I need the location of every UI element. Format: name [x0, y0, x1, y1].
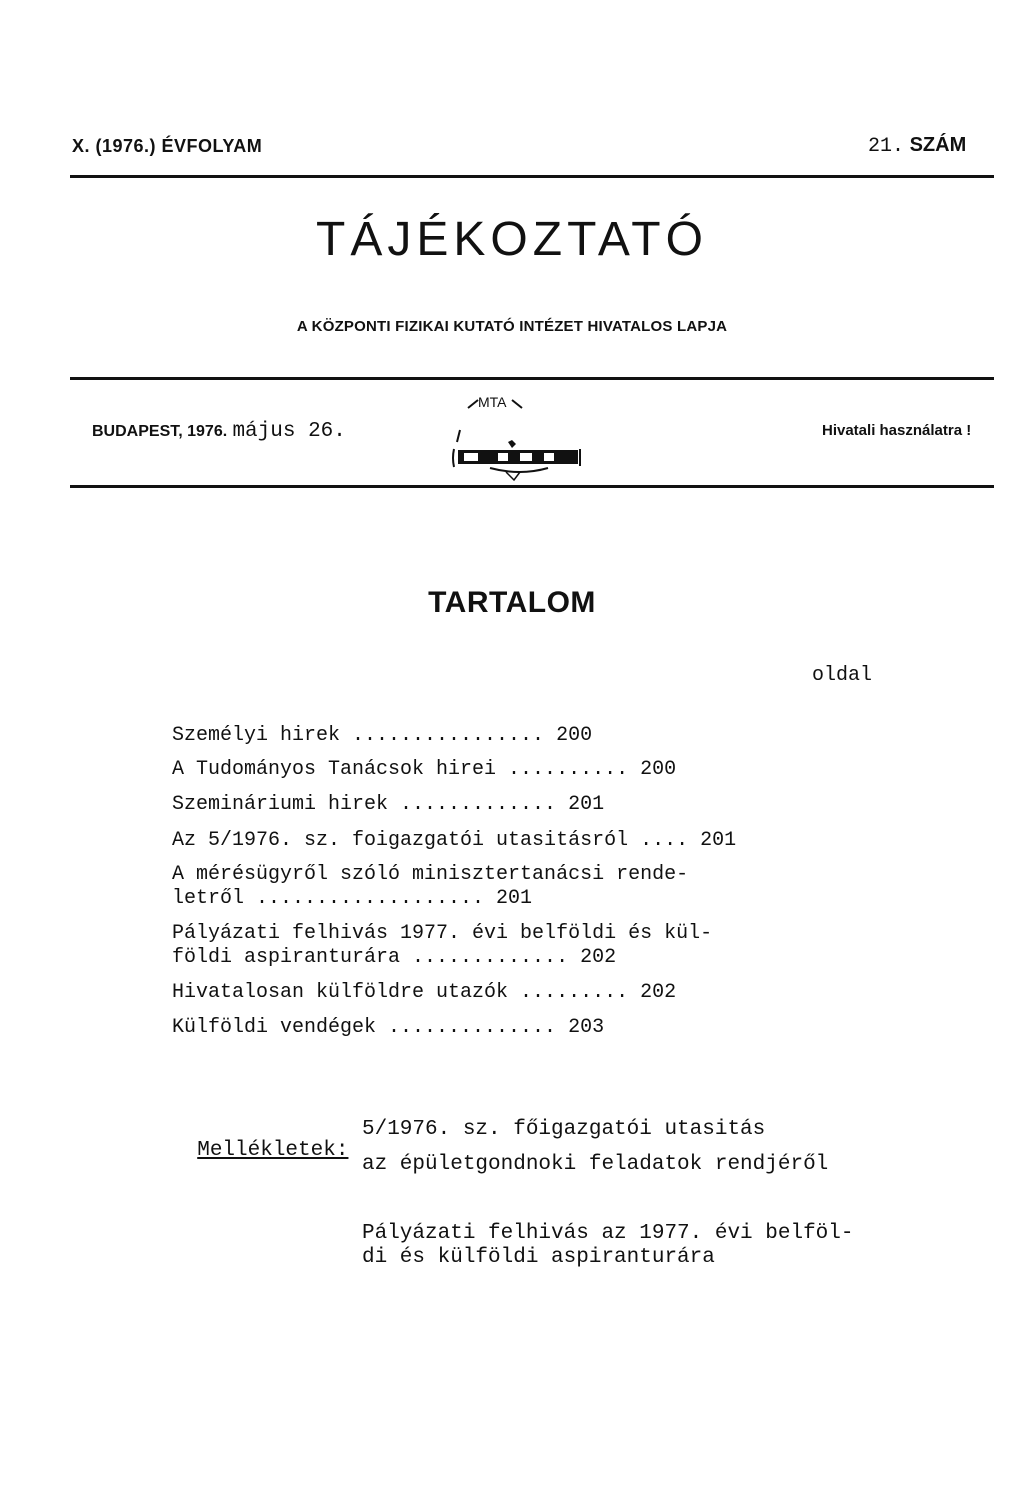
toc-item-official-travellers: Hivatalosan külföldre utazók ......... 202 — [172, 981, 677, 1004]
header-rule-middle — [70, 377, 994, 380]
attachment-item-2-line1: Pályázati felhivás az 1977. évi belföl- — [362, 1222, 854, 1245]
mta-stamp — [440, 394, 590, 490]
issue-date: május 26. — [232, 420, 346, 443]
stamp-text: MTA — [478, 394, 507, 410]
toc-item-foreign-guests: Külföldi vendégek .............. 203 — [172, 1016, 605, 1039]
publication-subtitle: A KÖZPONTI FIZIKAI KUTATÓ INTÉZET HIVATALOS LAPJA — [296, 318, 728, 335]
publication-title: TÁJÉKOZTATÓ — [316, 213, 708, 266]
place-label: BUDAPEST, 1976. — [92, 423, 228, 440]
issue-number-value: 21. — [868, 135, 905, 158]
issue-label: SZÁM — [909, 134, 967, 156]
volume-label: X. (1976.) ÉVFOLYAM — [72, 136, 263, 156]
stamp-logo-icon — [440, 394, 590, 490]
header-rule-bottom — [70, 485, 994, 488]
toc-item-call-for-applications-line2: földi aspiranturára ............. 202 — [172, 946, 617, 969]
attachment-item-2-line2: di és külföldi aspiranturára — [362, 1246, 715, 1269]
place-and-date — [92, 420, 346, 443]
header-rule-top — [70, 175, 994, 178]
attachments-section — [172, 1116, 348, 1162]
issue-number — [868, 134, 966, 158]
toc-item-call-for-applications-line1: Pályázati felhivás 1977. évi belföldi és kül- — [172, 922, 713, 945]
toc-item-scientific-councils: A Tudományos Tanácsok hirei .......... 200 — [172, 758, 677, 781]
toc-item-directive: Az 5/1976. sz. foigazgatói utasitásról .... 201 — [172, 829, 737, 852]
page-column-label: oldal — [812, 664, 873, 687]
toc-item-measurement-decree-line2: letről ................... 201 — [172, 887, 533, 910]
attachments-label: Mellékletek: — [197, 1139, 349, 1162]
attachment-item-1-line1: 5/1976. sz. főigazgatói utasitás — [362, 1118, 766, 1141]
toc-item-seminars: Szemináriumi hirek ............. 201 — [172, 793, 605, 816]
toc-item-personal-news: Személyi hirek ................ 200 — [172, 724, 593, 747]
official-use-notice: Hivatali használatra ! — [822, 422, 972, 439]
attachment-item-1-line2: az épületgondnoki feladatok rendjéről — [362, 1153, 829, 1176]
toc-item-measurement-decree-line1: A mérésügyről szóló minisztertanácsi rende- — [172, 863, 689, 886]
contents-title: TARTALOM — [428, 586, 596, 619]
